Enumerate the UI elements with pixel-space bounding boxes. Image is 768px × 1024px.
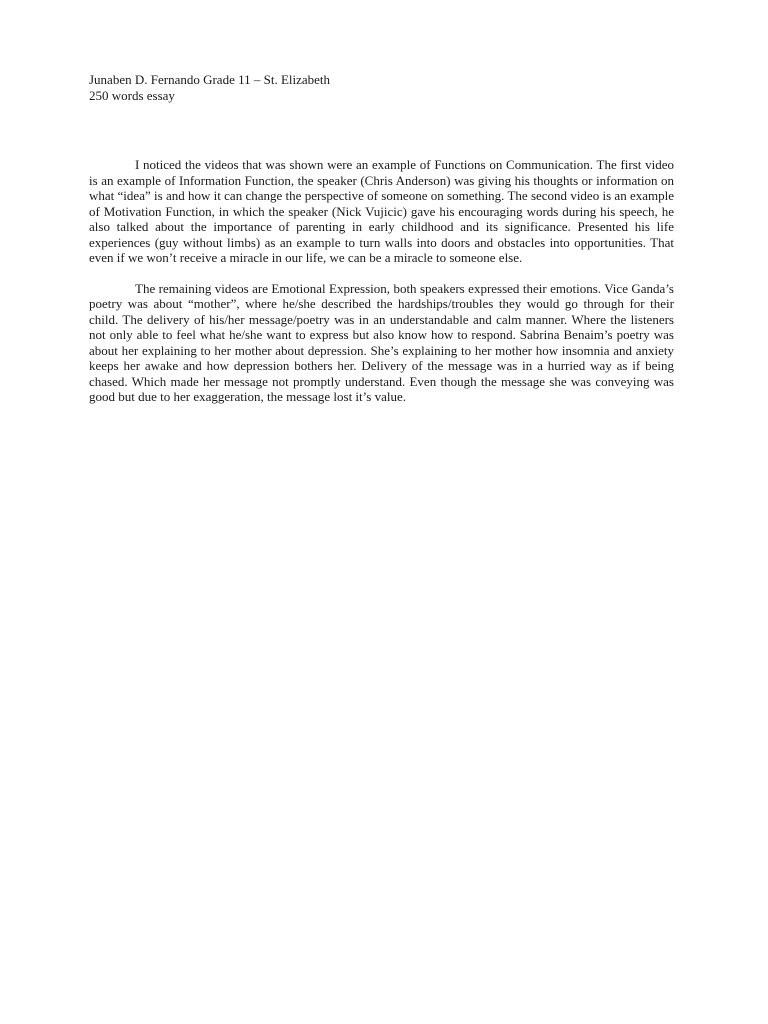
essay-subtitle: 250 words essay bbox=[89, 87, 175, 103]
essay-paragraph-1: I noticed the videos that was shown were an example of Functions on Communication. The first video is an example of Information Function, the speaker (Chris Anderson) was giving his thoughts or information on what “idea” is and how it can change the perspective of someone on something. The second video is an example of Motivation Function, in which the speaker (Nick Vujicic) gave his encouraging words during his speech, he also talked about the importance of parenting in early childhood and its significance. Presented his life experiences (guy without limbs) as an example to turn walls into doors and obstacles into opportunities. That even if we won’t receive a miracle in our life, we can be a miracle to someone else. bbox=[89, 157, 674, 265]
essay-paragraph-2: The remaining videos are Emotional Expression, both speakers expressed their emotions. Vice Ganda’s poetry was about “mother”, where he/she described the hardships/troubles they would go through for their child. The delivery of his/her message/poetry was in an understandable and calm manner. Where the listeners not only able to feel what he/she want to express but also know how to respond. Sabrina Benaim’s poetry was about her explaining to her mother about depression. She’s explaining to her mother how insomnia and anxiety keeps her awake and how depression bothers her. Delivery of the message was in a hurried way as if being chased. Which made her message not promptly understand. Even though the message she was conveying was good but due to her exaggeration, the message lost it’s value. bbox=[89, 280, 674, 404]
essay-body bbox=[89, 157, 674, 405]
author-line: Junaben D. Fernando Grade 11 – St. Elizabeth bbox=[89, 72, 331, 87]
document-content bbox=[89, 72, 674, 405]
